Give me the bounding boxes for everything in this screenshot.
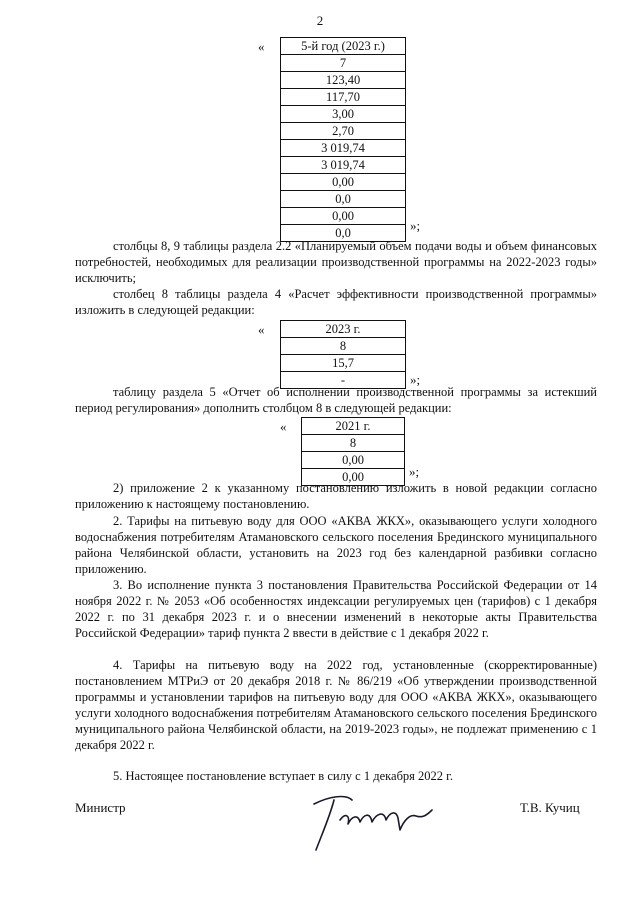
signatory-name: Т.В. Кучиц <box>520 800 580 815</box>
paragraph-4: 2) приложение 2 к указанному постановлению изложить в новой редакции согласно приложению к настоящему постановлению. <box>75 481 597 511</box>
paragraph-6: 3. Во исполнение пункта 3 постановления Правительства Российской Федерации от 14 ноября 2022 г. № 2053 «Об особенностях индексации регулируемых цен (тарифов) с 1 декабря 2022 г. по 31 декабря 2023 г. и о внесении изменений в некоторые акты Правительства Российской Федерации» тариф пункта 2 ввести в действие с 1 декабря 2022 г. <box>75 578 597 640</box>
table1-row-value: 2,70 <box>281 123 406 140</box>
paragraph-2: столбец 8 таблицы раздела 4 «Расчет эффективности производственной программы» изложить в следующей редакции: <box>75 287 597 317</box>
table3 <box>301 417 405 486</box>
paragraph-1: столбцы 8, 9 таблицы раздела 2.2 «Планируемый объем подачи воды и объем финансовых потребностей, необходимых для реализации производственной программы на 2022-2023 годы» исключить; <box>75 239 597 285</box>
paragraph-8: 5. Настоящее постановление вступает в силу с 1 декабря 2022 г. <box>113 769 454 783</box>
table1-row-value: 0,00 <box>281 174 406 191</box>
table2-row-value: - <box>281 372 406 389</box>
table1-row-value: 7 <box>281 55 406 72</box>
table1-row-value: 0,00 <box>281 208 406 225</box>
table3-close: »; <box>409 464 420 479</box>
table1-header: 5-й год (2023 г.) <box>281 38 406 55</box>
handwritten-signature <box>300 786 450 858</box>
table1-row-value: 3 019,74 <box>281 140 406 157</box>
table1-row-value: 123,40 <box>281 72 406 89</box>
table2-header: 2023 г. <box>281 321 406 338</box>
table2-close: »; <box>410 372 421 387</box>
table3-open-quote: « <box>280 419 287 434</box>
table1-row-value: 3,00 <box>281 106 406 123</box>
table2-row-value: 15,7 <box>281 355 406 372</box>
table1 <box>280 37 406 242</box>
signatory-position: Министр <box>75 800 126 815</box>
paragraph-7: 4. Тарифы на питьевую воду на 2022 год, установленные (скорректированные) постановлением МТРиЭ от 20 декабря 2018 г. № 86/219 «Об утверждении производственной программы и установлении тарифов на питьевую воду для ООО «АКВА ЖКХ», оказывающего услуги холодного водоснабжения потребителям Атамановского сельского поселения Брединского муниципального района Челябинской области, на 2019-2023 годы», не подлежат применению с 1 декабря 2022 г. <box>75 658 597 752</box>
table2 <box>280 320 406 389</box>
table1-close: »; <box>410 218 421 233</box>
table3-row-value: 8 <box>302 435 405 452</box>
table1-row-value: 0,0 <box>281 225 406 242</box>
table3-row-value: 0,00 <box>302 469 405 486</box>
table1-row-value: 3 019,74 <box>281 157 406 174</box>
paragraph-5: 2. Тарифы на питьевую воду для ООО «АКВА ЖКХ», оказывающего услуги холодного водоснабжения потребителям Атамановского сельского поселения Брединского муниципального района Челябинской области, установить на 2023 год без календарной разбивки согласно приложению. <box>75 514 597 576</box>
paragraph-3: таблицу раздела 5 «Отчет об исполнении производственной программы за истекший период регулирования» дополнить столбцом 8 в следующей редакции: <box>75 385 597 415</box>
table1-open-quote: « <box>258 39 265 54</box>
table3-row-value: 0,00 <box>302 452 405 469</box>
table3-header: 2021 г. <box>302 418 405 435</box>
table2-row-value: 8 <box>281 338 406 355</box>
page-number: 2 <box>316 13 324 28</box>
table2-open-quote: « <box>258 322 265 337</box>
table1-row-value: 0,0 <box>281 191 406 208</box>
table1-row-value: 117,70 <box>281 89 406 106</box>
